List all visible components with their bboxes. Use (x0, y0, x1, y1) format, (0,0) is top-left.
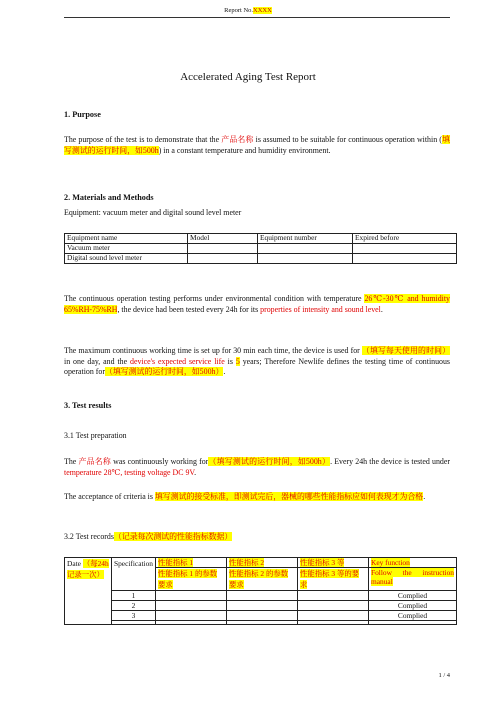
text: The purpose of the test is to demonstrate that the (64, 135, 222, 144)
text: . Every 24h the device is tested under (330, 457, 450, 466)
table-row (65, 601, 457, 611)
cell (156, 621, 227, 625)
cell (298, 601, 369, 611)
table-row (65, 611, 457, 621)
text: , the device had been tested every 24h for its (117, 304, 261, 314)
text: 性能指标 3 等 (300, 558, 345, 567)
cell (188, 254, 258, 264)
date-note: （每24h 记录一次） (67, 559, 109, 579)
service-life-years: 5 (235, 356, 240, 366)
cell (156, 601, 227, 611)
text: 性能指标 1 (158, 558, 194, 567)
text: years; Therefore Newlife defines the testing time of continuous operation for (64, 356, 450, 376)
table-row (65, 244, 457, 254)
text: The (64, 457, 79, 466)
cell (156, 611, 227, 621)
section-materials-heading: 2. Materials and Methods (64, 193, 154, 202)
records-note-placeholder: （记录每次测试的性能指标数据） (113, 532, 233, 541)
text: is (224, 356, 236, 366)
table-row (65, 254, 457, 264)
page-number: 1 / 4 (438, 672, 450, 679)
text: The maximum continuous working time is set up for 30 min each time, the device is used for (64, 346, 362, 355)
records-header-row (65, 558, 457, 568)
header-rule (64, 17, 450, 18)
working-time-paragraph (64, 346, 450, 378)
equipment-table (64, 233, 457, 264)
indicator-2-requirement (227, 568, 298, 591)
report-number-value: XXXX (253, 7, 272, 14)
col-header: Expired before (353, 234, 457, 244)
acceptance-criteria-placeholder: 填写测试的接受标准，即测试完后，器械的哪些性能指标应如何表现才为合格 (154, 492, 424, 501)
cell (298, 611, 369, 621)
record-number: 1 (112, 591, 156, 601)
cell (353, 254, 457, 264)
text: The acceptance of criteria is (64, 492, 155, 501)
text: Follow the instruction manual (371, 568, 454, 586)
product-name-placeholder: 产品名称 (78, 457, 111, 466)
indicator-2-header (227, 558, 298, 568)
cell: Vacuum meter (65, 244, 188, 254)
text: is assumed to be suitable for continuous operation within ( (253, 135, 442, 144)
equipment-line: Equipment: vacuum meter and digital sound level meter (64, 208, 242, 217)
cell (227, 591, 298, 601)
date-header (65, 558, 112, 625)
record-status: Complied (369, 611, 457, 621)
text: 性能指标 2 的参数要求 (229, 569, 289, 589)
text: in one day, and the (64, 356, 131, 366)
text: Date (67, 559, 83, 568)
text: 性能指标 1 的参数要求 (158, 569, 218, 589)
preparation-paragraph (64, 457, 450, 478)
col-header: Equipment name (65, 234, 188, 244)
text: . (223, 367, 226, 376)
cell (298, 591, 369, 601)
test-records-subheading (64, 532, 450, 543)
text: 3.2 Test records (64, 532, 114, 541)
key-function-requirement (369, 568, 457, 591)
cell (258, 254, 353, 264)
record-status: Complied (369, 601, 457, 611)
text: . (423, 492, 426, 501)
section-results-heading: 3. Test results (64, 401, 112, 410)
text: 性能指标 2 (229, 558, 265, 567)
properties-text: properties of intensity and sound level (260, 304, 381, 314)
indicator-1-requirement (156, 568, 227, 591)
cell (227, 621, 298, 625)
text: Key function (371, 558, 410, 567)
cell (112, 621, 156, 625)
table-row (65, 621, 457, 625)
daily-use-placeholder: （填写每天使用的时间） (361, 346, 450, 355)
test-conditions-text: temperature 28℃, testing voltage DC 9V (64, 467, 195, 477)
text: ) in a constant temperature and humidity environment. (158, 145, 331, 155)
indicator-3-requirement (298, 568, 369, 591)
cell (156, 591, 227, 601)
record-number: 2 (112, 601, 156, 611)
test-time-placeholder: （填写测试的运行时间，如500h） (104, 367, 224, 376)
equipment-table-header (65, 234, 457, 244)
record-number: 3 (112, 611, 156, 621)
cell (227, 601, 298, 611)
col-header: Equipment number (258, 234, 353, 244)
acceptance-paragraph (64, 492, 450, 503)
test-preparation-subheading: 3.1 Test preparation (64, 431, 127, 440)
cell (353, 244, 457, 254)
test-time-placeholder: 填写测试的运行时间，如500h (64, 135, 450, 155)
indicator-1-header (156, 558, 227, 568)
conditions-paragraph (64, 294, 450, 315)
text: The continuous operation testing performs under environmental condition with temperature (64, 294, 365, 303)
section-purpose-heading: 1. Purpose (64, 110, 101, 119)
product-name-placeholder: 产品名称 (221, 135, 254, 144)
spec-header: Specification (112, 558, 156, 591)
cell (258, 244, 353, 254)
col-header: Model (188, 234, 258, 244)
service-life-text: device's expected service life (130, 356, 225, 366)
report-number-prefix: Report No. (224, 7, 254, 14)
table-row (65, 591, 457, 601)
text: was continuously working for (110, 457, 209, 466)
temperature-humidity-highlight: 26℃-30℃ and humidity 65%RH-75%RH (64, 294, 450, 314)
test-time-placeholder: （填写测试的运行时间，如500h） (208, 457, 331, 466)
cell (298, 621, 369, 625)
text: . (194, 467, 197, 477)
report-number-header (0, 7, 496, 14)
record-status: Complied (369, 591, 457, 601)
indicator-3-header (298, 558, 369, 568)
text: 性能指标 3 等的要求 (300, 569, 360, 589)
purpose-paragraph (64, 135, 450, 156)
report-title: Accelerated Aging Test Report (180, 71, 316, 83)
cell: Digital sound level meter (65, 254, 188, 264)
cell (227, 611, 298, 621)
test-records-table (64, 557, 457, 625)
cell (188, 244, 258, 254)
text: . (380, 304, 383, 314)
key-function-header (369, 558, 457, 568)
cell (369, 621, 457, 625)
